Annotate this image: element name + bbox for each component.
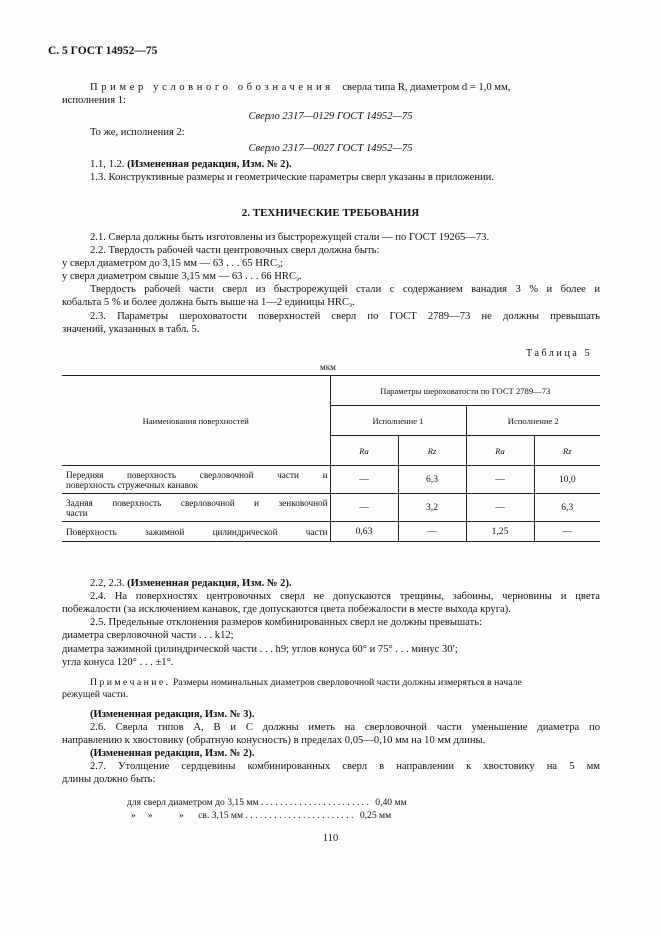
header-rz-1: Rz	[398, 436, 466, 466]
table-caption: Таблица 5	[526, 348, 593, 359]
header-ra-2: Ra	[466, 436, 534, 466]
amendment-3: (Измененная редакция, Изм. № 3).	[90, 709, 255, 720]
paragraph-2-2-line-3	[62, 270, 302, 283]
paragraph-number: 2.2, 2.3.	[90, 578, 125, 589]
paragraph-2-6-line-2: направлению к хвостовику (обратную конусность) в пределах 0,05—0,10 мм на 10 мм длины.	[62, 735, 486, 746]
section-title: 2. ТЕХНИЧЕСКИЕ ТРЕБОВАНИЯ	[241, 207, 420, 219]
paragraph-1-1	[90, 158, 292, 171]
designation-1: Сверло 2317—0129 ГОСТ 14952—75	[248, 111, 413, 122]
surface-name-line: поверхность стружечных канавок	[66, 479, 198, 490]
paragraph-2-7-line-1: 2.7. Утолщение сердцевины комбинированных сверл в направлении к хвостовику на 5 мм	[90, 761, 600, 772]
paragraph-2-2-line-4: Твердость рабочей части сверл из быстрорежущей стали с содержанием ванадия 3 % и более и	[90, 284, 600, 295]
paragraph-2-2-line-2	[62, 257, 283, 270]
cell-value: —	[330, 494, 398, 522]
cell-value: —	[534, 522, 600, 542]
hardness-small: у сверл диаметром до 3,15 мм — 63 . . . 65 HRC	[62, 258, 278, 269]
amendment-note: (Измененная редакция, Изм. № 2).	[127, 159, 292, 170]
cell-value: 10,0	[534, 466, 600, 494]
paragraph-2-1: 2.1. Сверла должны быть изготовлены из быстрорежущей стали — по ГОСТ 19265—73.	[90, 232, 490, 243]
surface-name: Поверхность зажимной цилиндрической части	[62, 522, 330, 542]
surface-name	[62, 494, 330, 522]
thickness-dots: . . . . . . . . . . . . . . . . . . . . . . .	[260, 797, 369, 808]
header-surface-names: Наименования поверхностей	[62, 376, 330, 466]
punct: ;	[280, 258, 283, 269]
surface-name-line: части	[66, 507, 88, 518]
example-line-2: исполнения 1:	[62, 95, 126, 106]
paragraph-2-2-line-5	[62, 296, 355, 309]
hardness-sub: э	[277, 262, 281, 270]
thickness-row	[131, 810, 391, 821]
roughness-table	[62, 375, 600, 542]
paragraph-2-7-line-2: длины должно быть:	[62, 774, 156, 785]
paragraph-1-3: 1.3. Конструктивные размеры и геометрические параметры сверл указаны в приложении.	[90, 172, 495, 183]
thickness-row	[127, 797, 407, 808]
table-row	[62, 522, 600, 542]
cell-value: 6,3	[534, 494, 600, 522]
surface-name-line: Передняя поверхность сверловочной части и	[66, 469, 328, 480]
header-rz-2: Rz	[534, 436, 600, 466]
hardness-large: у сверл диаметром свыше 3,15 мм — 63 . . . 66 HRC	[62, 271, 297, 282]
paragraph-2-2-line-1: 2.2. Твердость рабочей части центровочных сверл должна быть:	[90, 245, 380, 256]
paragraph-2-3-line-2: значений, указанных в табл. 5.	[62, 324, 200, 335]
paragraph-2-5-line-4: угла конуса 120° . . . ±1°.	[62, 657, 174, 668]
note-line-1	[90, 676, 522, 689]
example-rest: сверла типа R, диаметром d = 1,0 мм,	[342, 82, 511, 93]
hardness-cobalt: кобальта 5 % и более должна быть выше на 1—2 единицы HRC	[62, 297, 349, 308]
note-line-2: режущей части.	[62, 689, 129, 700]
paragraph-2-5-line-3: диаметра зажимной цилиндрической части . . . h9; углов конуса 60° и 75° . . . минус 30′;	[62, 644, 458, 655]
cell-value: —	[330, 466, 398, 494]
header-exec-1: Исполнение 1	[330, 406, 466, 436]
thickness-label: » » » св. 3,15 мм	[131, 810, 244, 821]
header-exec-2: Исполнение 2	[466, 406, 600, 436]
page-number: 110	[322, 833, 339, 844]
cell-value: —	[466, 494, 534, 522]
same-exec-2: То же, исполнения 2:	[90, 127, 185, 138]
cell-value: —	[398, 522, 466, 542]
header-roughness-params: Параметры шероховатости по ГОСТ 2789—73	[330, 376, 600, 406]
hardness-sub: э	[296, 275, 300, 283]
header-ra-1: Ra	[330, 436, 398, 466]
paragraph-2-4-line-1: 2.4. На поверхностях центровочных сверл не допускаются трещины, забоины, черновины и цвета	[90, 591, 600, 602]
cell-value: 6,3	[398, 466, 466, 494]
cell-value: 0,63	[330, 522, 398, 542]
paragraph-2-5-line-1: 2.5. Предельные отклонения размеров комбинированных сверл не должны превышать:	[90, 617, 483, 628]
paragraph-2-5-line-2: диаметра сверловочной части . . . k12;	[62, 630, 234, 641]
example-line	[90, 81, 510, 94]
paragraph-2-4-line-2: побежалости (за исключением канавок, где допускаются цвета побежалости в месте выхода круга).	[62, 604, 511, 615]
table-unit: мкм	[320, 362, 336, 372]
cell-value: —	[466, 466, 534, 494]
thickness-dots: . . . . . . . . . . . . . . . . . . . . . . .	[245, 810, 354, 821]
cell-value: 3,2	[398, 494, 466, 522]
designation-2: Сверло 2317—0027 ГОСТ 14952—75	[248, 143, 413, 154]
table-row	[62, 466, 600, 494]
amendment-2: (Измененная редакция, Изм. № 2).	[90, 748, 255, 759]
thickness-label: для сверл диаметром до 3,15 мм	[127, 797, 259, 808]
paragraph-2-3-line-1: 2.3. Параметры шероховатости поверхностей сверл по ГОСТ 2789—73 не должны превышать	[90, 311, 600, 322]
thickness-value: 0,25 мм	[359, 810, 392, 821]
punct: .	[352, 297, 355, 308]
punct: .	[299, 271, 302, 282]
page-header: С. 5 ГОСТ 14952—75	[48, 45, 158, 57]
paragraph-2-6-line-1: 2.6. Сверла типов A, B и C должны иметь на сверловочной части уменьшение диаметра по	[90, 722, 600, 733]
table-row	[62, 494, 600, 522]
example-prefix: Пример условного обозначения	[90, 82, 334, 93]
note-label: Примечание.	[90, 677, 171, 688]
amendment-note: (Измененная редакция, Изм. № 2).	[127, 578, 292, 589]
thickness-value: 0,40 мм	[375, 797, 407, 808]
surface-name-line: Задняя поверхность сверловочной и зенковочной	[66, 497, 328, 508]
note-text: Размеры номинальных диаметров сверловочной части должны измеряться в начале	[172, 677, 522, 688]
paragraph-number: 1.1, 1.2.	[90, 159, 125, 170]
cell-value: 1,25	[466, 522, 534, 542]
surface-name	[62, 466, 330, 494]
hardness-sub: э	[349, 301, 353, 309]
paragraph-2-2-2-3	[90, 577, 292, 590]
